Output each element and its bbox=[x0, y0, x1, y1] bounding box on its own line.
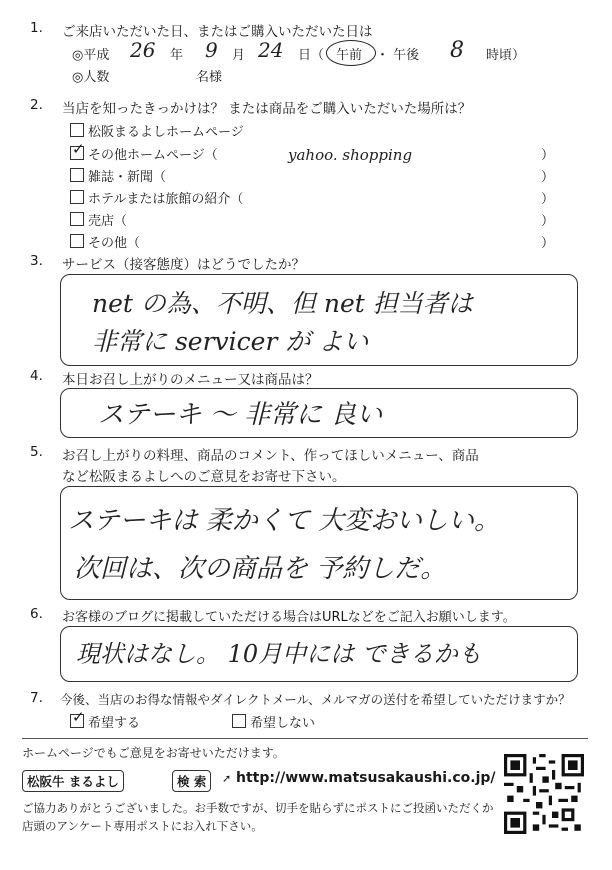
option-label: その他ホームページ（ bbox=[88, 148, 218, 163]
q7-question: 今後、当店のお得な情報やダイレクトメール、メルマガの送付を希望していただけますか？ bbox=[60, 692, 571, 707]
q1-month-label: 月 bbox=[232, 48, 246, 63]
q7-option-yes[interactable] bbox=[70, 708, 141, 731]
q5-handwritten-line1: ステーキは 柔かくて 大変おいしい。 bbox=[68, 506, 501, 536]
q1-pm-label[interactable]: ・ 午後 bbox=[376, 48, 420, 63]
q3-handwritten-line2: 非常に servicer が よい bbox=[92, 327, 369, 356]
q2-option-shop[interactable] bbox=[70, 210, 127, 229]
search-button[interactable]: 検 索 bbox=[172, 770, 211, 792]
q3-handwritten-line1: net の為、不明、但 net 担当者は bbox=[92, 289, 473, 318]
check-mark-icon: ✓ bbox=[72, 140, 85, 158]
option-label: 雑誌・新聞（ bbox=[88, 170, 167, 185]
checkbox[interactable] bbox=[70, 168, 84, 182]
q2-question: 当店を知ったきっかけは？ または商品をご購入いただいた場所は？ bbox=[62, 101, 472, 117]
q1-people-unit: 名様 bbox=[196, 70, 223, 85]
close-paren: ） bbox=[541, 170, 555, 185]
option-label: 希望する bbox=[88, 716, 141, 731]
checkbox[interactable] bbox=[70, 123, 84, 137]
website-url[interactable]: http://www.matsusakaushi.co.jp/ bbox=[236, 770, 496, 786]
footer-thanks: ご協力ありがとうございました。お手数ですが、切手を貼らずにポストにご投函いただくか bbox=[22, 801, 494, 815]
q1-day-handwritten[interactable]: 24 bbox=[258, 38, 284, 62]
brand-search-box: 松阪牛 まるよし bbox=[22, 770, 124, 792]
checkbox-checked[interactable] bbox=[70, 140, 85, 160]
checkbox[interactable] bbox=[232, 714, 246, 728]
q6-question: お客様のブログに掲載していただける場合はURLなどをご記入お願いします。 bbox=[62, 610, 516, 625]
q4-number: 4. bbox=[30, 368, 43, 384]
close-paren: ） bbox=[541, 192, 555, 207]
option-label: 売店（ bbox=[88, 214, 128, 229]
option-label: ホテルまたは旅館の紹介（ bbox=[88, 192, 244, 207]
q1-am-label[interactable]: 午前 bbox=[336, 48, 363, 63]
q2-other-homepage-handwritten[interactable]: yahoo. shopping bbox=[288, 146, 413, 164]
option-label: 希望しない bbox=[250, 716, 316, 731]
q2-option-homepage[interactable] bbox=[70, 121, 244, 140]
option-label: 松阪まるよしホームページ bbox=[88, 125, 244, 140]
q7-option-no[interactable] bbox=[232, 712, 315, 731]
q1-people-label: ◎人数 bbox=[72, 70, 110, 85]
q3-number: 3. bbox=[30, 253, 43, 269]
q6-number: 6. bbox=[30, 606, 43, 622]
q5-question-line2: など松阪まるよしへのご意見をお寄せ下さい。 bbox=[62, 469, 346, 485]
q6-handwritten-line1: 現状はなし。 10月中には できるかも bbox=[76, 640, 482, 668]
q1-question: ご来店いただいた日、またはご購入いただいた日は bbox=[62, 24, 373, 40]
q2-option-other-homepage[interactable] bbox=[70, 140, 218, 163]
q1-month-handwritten[interactable]: 9 bbox=[205, 38, 218, 62]
checkbox[interactable] bbox=[70, 234, 84, 248]
q2-number: 2. bbox=[30, 97, 43, 113]
close-paren: ） bbox=[541, 236, 555, 251]
q1-year-label: 年 bbox=[170, 48, 184, 63]
q1-number: 1. bbox=[30, 20, 43, 36]
footer-divider bbox=[22, 738, 588, 739]
checkbox[interactable] bbox=[70, 190, 84, 204]
q5-number: 5. bbox=[30, 444, 43, 460]
q2-option-hotel[interactable] bbox=[70, 188, 243, 207]
close-paren: ） bbox=[541, 214, 555, 229]
close-paren: ） bbox=[541, 148, 555, 163]
q4-question: 本日お召し上がりのメニュー又は商品は？ bbox=[62, 372, 319, 388]
q4-handwritten-line1: ステーキ 〜 非常に 良い bbox=[98, 400, 383, 430]
q5-handwritten-line2: 次回は、次の商品を 予約しだ。 bbox=[74, 554, 447, 584]
q1-hour-label: 時頃） bbox=[486, 48, 526, 63]
q5-question-line1: お召し上がりの料理、商品のコメント、作ってほしいメニュー、商品 bbox=[62, 448, 479, 464]
q1-year-handwritten[interactable]: 26 bbox=[130, 38, 156, 62]
footer-postbox-note: 店頭のアンケート専用ポストにお入れ下さい。 bbox=[22, 819, 263, 833]
q7-number: 7. bbox=[30, 690, 43, 706]
cursor-icon: ➚ bbox=[222, 772, 232, 785]
q2-option-magazine[interactable] bbox=[70, 166, 166, 185]
option-label: その他（ bbox=[88, 236, 141, 251]
qr-code-icon[interactable] bbox=[504, 754, 584, 834]
check-mark-icon: ✓ bbox=[72, 708, 85, 726]
q1-hour-handwritten[interactable]: 8 bbox=[450, 38, 464, 63]
checkbox[interactable] bbox=[70, 212, 84, 226]
footer-homepage-note: ホームページでもご意見をお寄せいただけます。 bbox=[22, 746, 285, 760]
q1-day-label: 日（ bbox=[298, 48, 325, 63]
q2-option-other[interactable] bbox=[70, 232, 140, 251]
checkbox-checked[interactable] bbox=[70, 708, 85, 728]
q1-era-label: ◎平成 bbox=[72, 48, 110, 63]
q3-question: サービス（接客態度）はどうでしたか？ bbox=[62, 257, 305, 273]
